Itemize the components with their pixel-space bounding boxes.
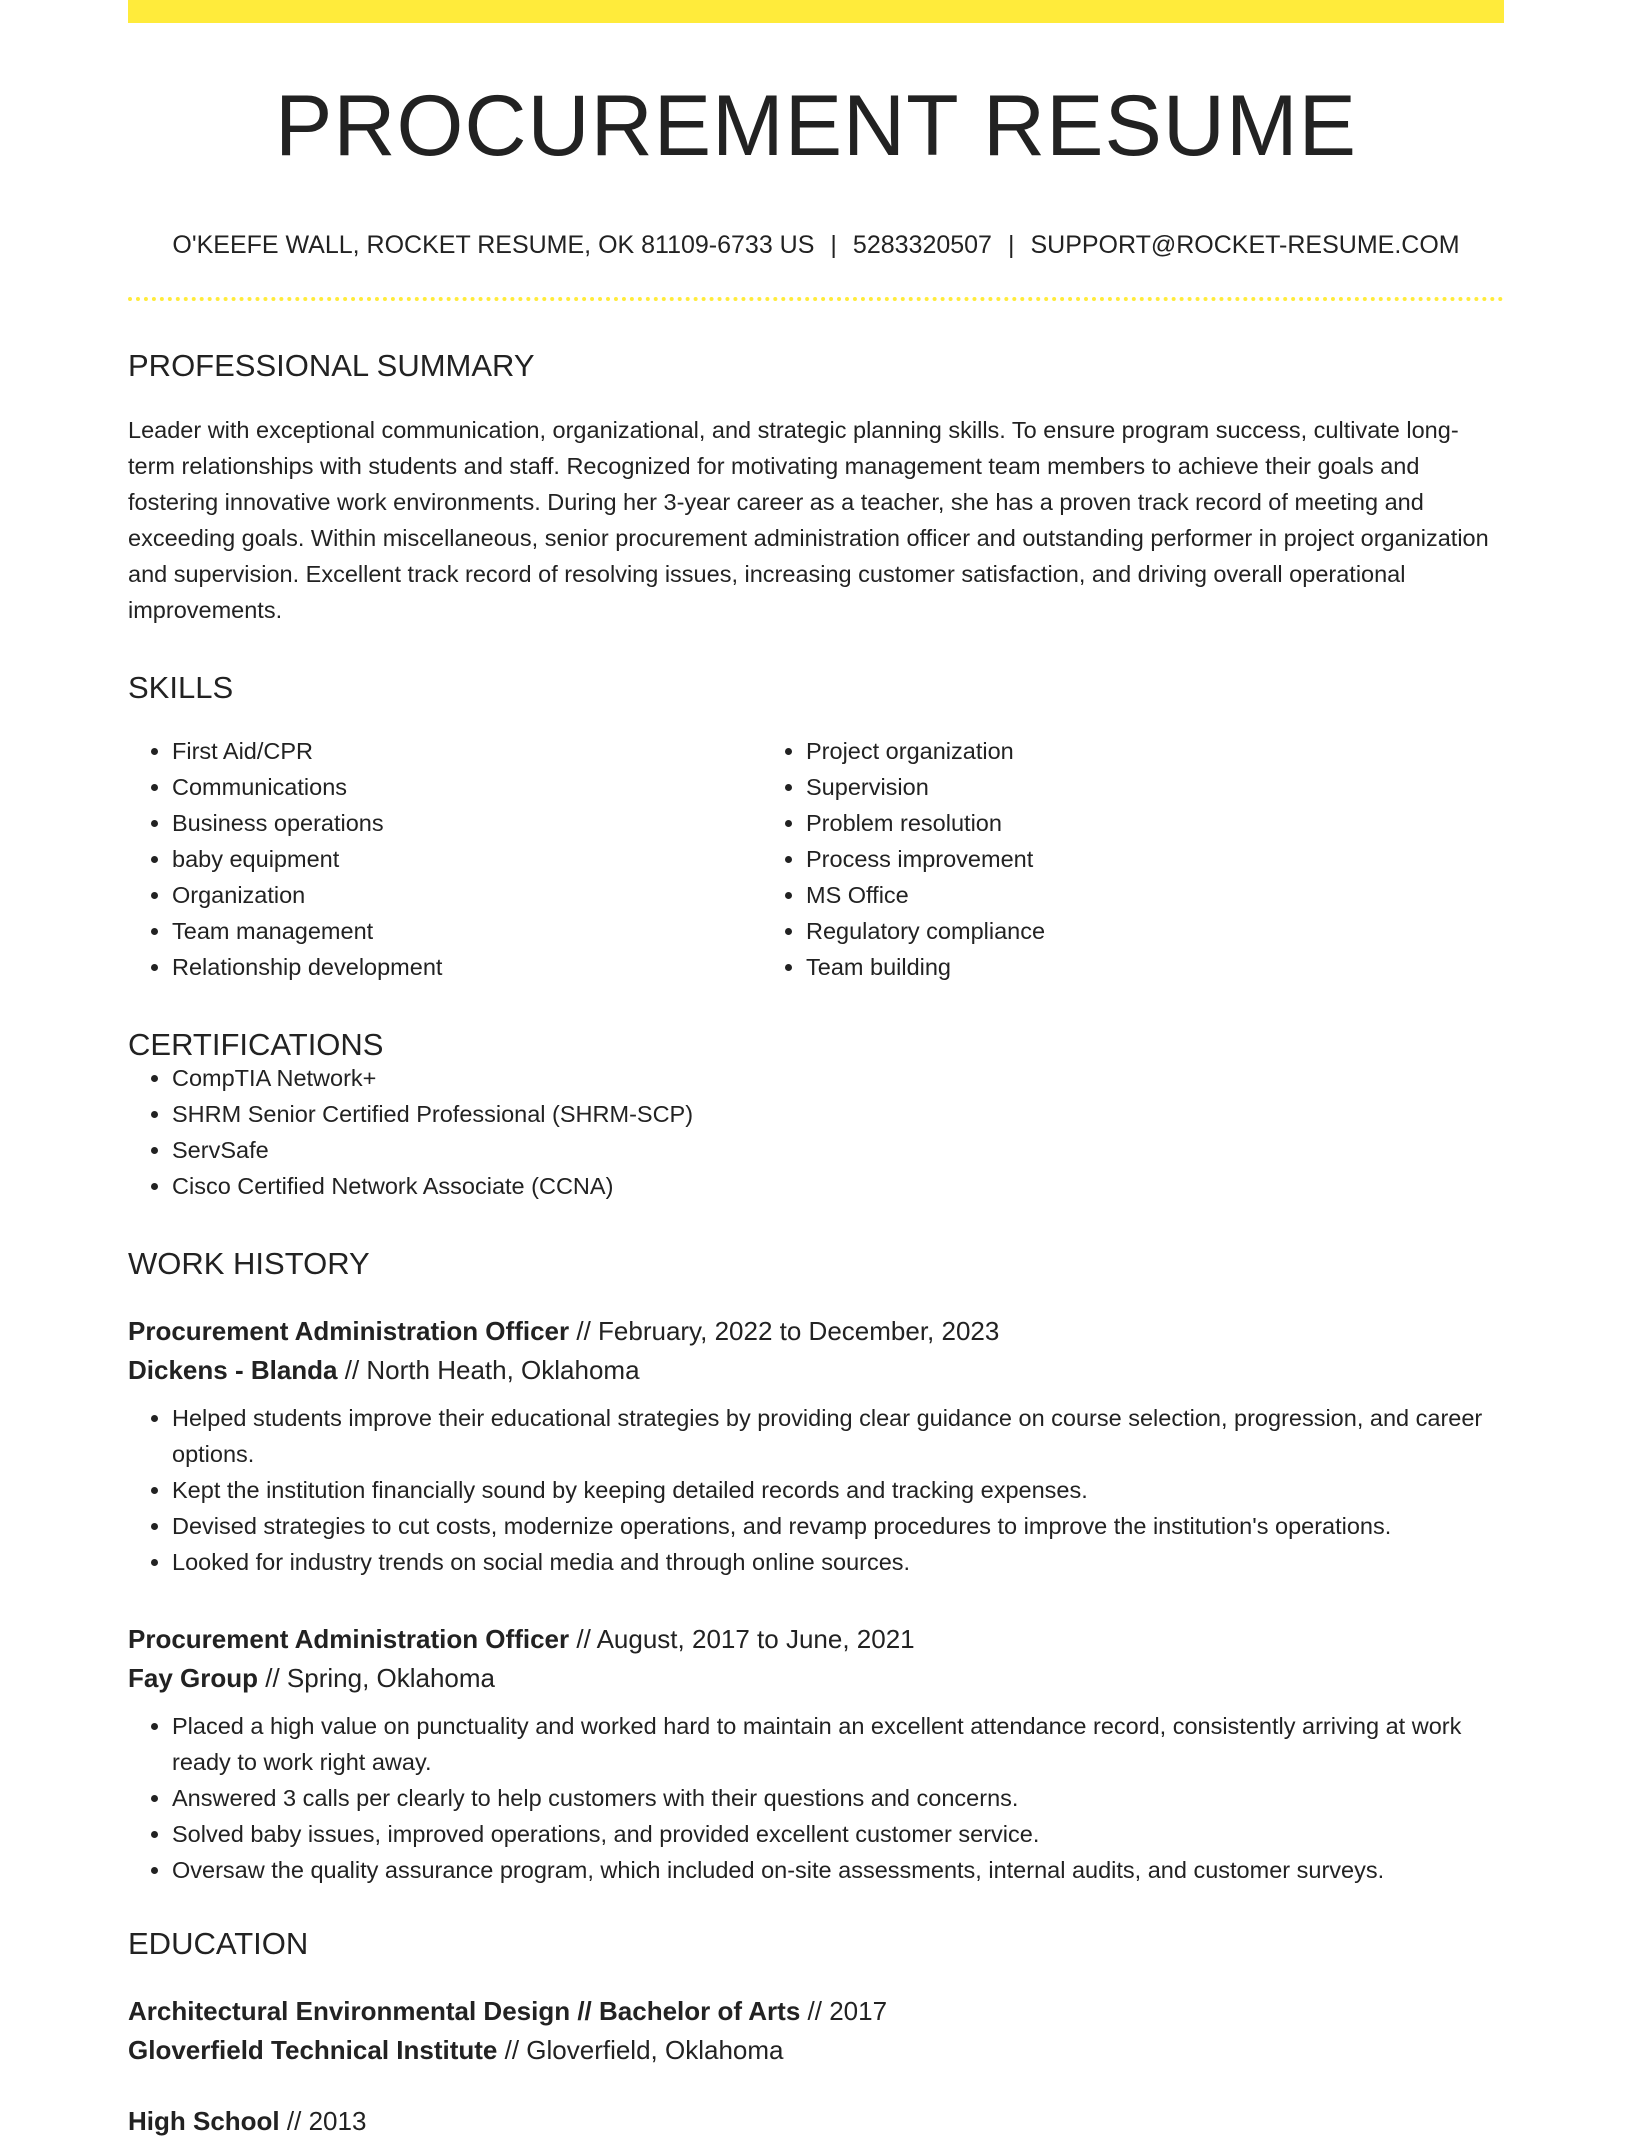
- skills-column-right: [762, 733, 1412, 985]
- education-degree: High School: [128, 2106, 280, 2136]
- job-role: Procurement Administration Officer: [128, 1316, 570, 1346]
- contact-separator: |: [1007, 231, 1015, 259]
- job-bullets: [128, 1708, 1504, 1888]
- resume-title: PROCUREMENT RESUME: [275, 78, 1357, 174]
- job-company-line: [128, 1659, 1504, 1698]
- skill-item: • Project organization: [806, 733, 1412, 769]
- job-bullet: • Helped students improve their educational strategies by providing clear guidance on course selection, progression, and career options.: [172, 1400, 1504, 1472]
- dotted-divider: [128, 297, 1504, 301]
- skill-item: • Relationship development: [172, 949, 762, 985]
- skill-item: • Communications: [172, 769, 762, 805]
- skill-item: • Business operations: [172, 805, 762, 841]
- contact-line: [128, 233, 1504, 258]
- certification-item: • ServSafe: [172, 1132, 1504, 1168]
- job-dates: // August, 2017 to June, 2021: [569, 1624, 915, 1654]
- education-entry: [128, 2102, 1504, 2141]
- job-entry: [128, 1620, 1504, 1888]
- certifications-list: [128, 1060, 1504, 1204]
- skill-item: • Organization: [172, 877, 762, 913]
- section-title-skills: SKILLS: [128, 670, 234, 705]
- education-degree-line: [128, 2102, 1504, 2141]
- job-bullet: • Devised strategies to cut costs, modernize operations, and revamp procedures to improve the institution's operations.: [172, 1508, 1504, 1544]
- skill-item: • First Aid/CPR: [172, 733, 762, 769]
- contact-address: O'KEEFE WALL, ROCKET RESUME, OK 81109-6733 US: [172, 231, 815, 259]
- education-degree: Architectural Environmental Design // Bachelor of Arts: [128, 1996, 801, 2026]
- skill-item: • MS Office: [806, 877, 1412, 913]
- job-role-line: [128, 1312, 1504, 1351]
- skill-item: • baby equipment: [172, 841, 762, 877]
- section-title-certifications: CERTIFICATIONS: [128, 1027, 384, 1062]
- job-bullet: • Answered 3 calls per clearly to help customers with their questions and concerns.: [172, 1780, 1504, 1816]
- education-degree-line: [128, 1992, 1504, 2031]
- education-school-line: [128, 2031, 1504, 2070]
- job-bullet: • Looked for industry trends on social media and through online sources.: [172, 1544, 1504, 1580]
- job-bullet: • Oversaw the quality assurance program, which included on-site assessments, internal audits, and customer surveys.: [172, 1852, 1504, 1888]
- skill-item: • Team management: [172, 913, 762, 949]
- certification-item: • CompTIA Network+: [172, 1060, 1504, 1096]
- job-role: Procurement Administration Officer: [128, 1624, 570, 1654]
- job-location: // Spring, Oklahoma: [258, 1663, 496, 1693]
- section-title-work-history: WORK HISTORY: [128, 1246, 370, 1281]
- skills-column-left: [128, 733, 762, 985]
- contact-phone: 5283320507: [852, 231, 992, 259]
- job-bullet: • Placed a high value on punctuality and worked hard to maintain an excellent attendance record, consistently arriving at work ready to work right away.: [172, 1708, 1504, 1780]
- contact-separator: |: [830, 231, 837, 259]
- certification-item: • Cisco Certified Network Associate (CCNA): [172, 1168, 1504, 1204]
- job-entry: [128, 1312, 1504, 1580]
- skills-grid: [128, 733, 1504, 985]
- skill-item: • Problem resolution: [806, 805, 1412, 841]
- resume-page: [128, 0, 1504, 2141]
- accent-bar: [128, 0, 1504, 23]
- skill-item: • Team building: [806, 949, 1412, 985]
- section-title-education: EDUCATION: [128, 1926, 309, 1961]
- contact-email: SUPPORT@ROCKET-RESUME.COM: [1030, 231, 1460, 259]
- skill-item: • Supervision: [806, 769, 1412, 805]
- section-title-summary: PROFESSIONAL SUMMARY: [128, 348, 535, 383]
- education-entry: [128, 1992, 1504, 2070]
- education-year: // 2013: [279, 2106, 367, 2136]
- job-company-line: [128, 1351, 1504, 1390]
- job-company: Dickens - Blanda: [128, 1355, 338, 1385]
- skill-item: • Regulatory compliance: [806, 913, 1412, 949]
- education-year: // 2017: [800, 1996, 888, 2026]
- job-dates: // February, 2022 to December, 2023: [569, 1316, 1000, 1346]
- job-location: // North Heath, Oklahoma: [337, 1355, 640, 1385]
- certification-item: • SHRM Senior Certified Professional (SHRM-SCP): [172, 1096, 1504, 1132]
- job-role-line: [128, 1620, 1504, 1659]
- job-bullets: [128, 1400, 1504, 1580]
- education-school: Gloverfield Technical Institute: [128, 2035, 498, 2065]
- education-location: // Gloverfield, Oklahoma: [497, 2035, 784, 2065]
- job-bullet: • Kept the institution financially sound by keeping detailed records and tracking expenses.: [172, 1472, 1504, 1508]
- summary-text: Leader with exceptional communication, organizational, and strategic planning skills. To ensure program success, cultivate long-term relationships with students and staff. Recognized for motivating management team members to achieve their goals and fostering innovative work environments. During her 3-year career as a teacher, she has a proven track record of meeting and exceeding goals. Within miscellaneous, senior procurement administration officer and outstanding performer in project organization and supervision. Excellent track record of resolving issues, increasing customer satisfaction, and driving overall operational improvements.: [128, 417, 1489, 623]
- job-bullet: • Solved baby issues, improved operations, and provided excellent customer service.: [172, 1816, 1504, 1852]
- job-company: Fay Group: [128, 1663, 259, 1693]
- skill-item: • Process improvement: [806, 841, 1412, 877]
